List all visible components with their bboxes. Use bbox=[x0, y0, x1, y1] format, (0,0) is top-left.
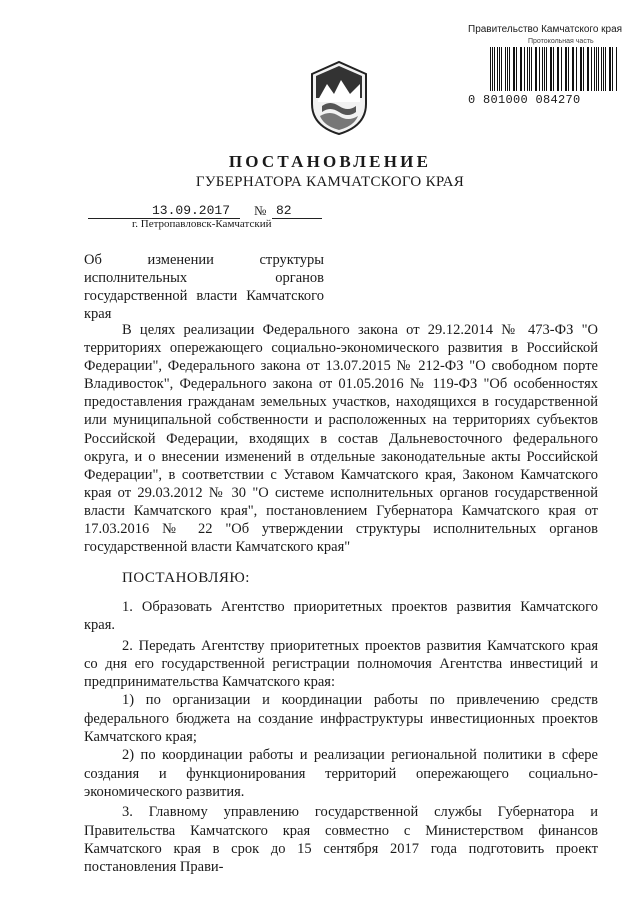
document-title: ПОСТАНОВЛЕНИЕ bbox=[228, 152, 432, 171]
stamp-note: Протокольная часть bbox=[528, 38, 594, 45]
decree-item: 1. Образовать Агентство приоритетных проектов развития Камчатского края. bbox=[84, 599, 598, 634]
decree-word: ПОСТАНОВЛЯЮ: bbox=[122, 570, 250, 586]
stamp-organization: Правительство Камчатского края bbox=[468, 24, 623, 35]
coat-of-arms-icon bbox=[308, 60, 370, 136]
decree-item: 3. Главному управлению государственной службы Губернатора и Правительства Камчатского края совместно с Министерством финансов Камчатского края в срок до 15 сентября 2017 года подготовить проект постановления Прави- bbox=[84, 804, 598, 876]
preamble-section bbox=[84, 321, 598, 556]
decree-item: 2. Передать Агентству приоритетных проектов развития Камчатского края со дня его государственной регистрации полномочия Агентства инвестиций и предпринимательства Камчатского края: bbox=[84, 637, 598, 691]
barcode bbox=[490, 47, 618, 91]
decree-items bbox=[84, 598, 598, 876]
number-sign: № bbox=[254, 203, 267, 218]
preamble-paragraph: В целях реализации Федерального закона от 29.12.2014 № 473-ФЗ "О территориях опережающего социально-экономического развития в Российской Федерации", Федерального закона от 13.07.2015 № 212-ФЗ "О свободном порте Владивосток", Федерального закона от 01.05.2016 № 119-ФЗ "Об особенностях предоставления гражданам земельных участков, находящихся в государственной или муниципальной собственности и расположенных на территориях субъектов Российской Федерации, входящих в состав Дальневосточного федерального округа, и о внесении изменений в отдельные законодательные акты Российской Федерации", в соответствии с Уставом Камчатского края, Законом Камчатского края от 29.03.2012 № 30 "О системе исполнительных органов государственной власти Камчатского края", постановлением Губернатора Камчатского края от 17.03.2016 № 22 "Об утверждении структуры исполнительных органов государственной власти Камчатского края" bbox=[84, 322, 598, 556]
decree-subitem: 2) по координации работы и реализации региональной политики в сфере создания и функционирования территорий опережающего социально-экономического развития. bbox=[84, 747, 598, 800]
registration-number: 82 bbox=[272, 203, 322, 219]
registration-stamp bbox=[468, 24, 623, 107]
document-subtitle: ГУБЕРНАТОРА КАМЧАТСКОГО КРАЯ bbox=[195, 174, 465, 190]
decree-subitem: 1) по организации и координации работы по привлечению средств федерального бюджета на создание инфраструктуры инвестиционных проектов Камчатского края; bbox=[84, 692, 598, 746]
document-subject: Об изменении структуры исполнительных органов государственной власти Камчатского края bbox=[84, 252, 324, 322]
registration-date: 13.09.2017 bbox=[88, 203, 240, 219]
barcode-number: 0 801000 084270 bbox=[468, 93, 581, 107]
city-label: г. Петропавловск-Камчатский bbox=[132, 218, 272, 230]
